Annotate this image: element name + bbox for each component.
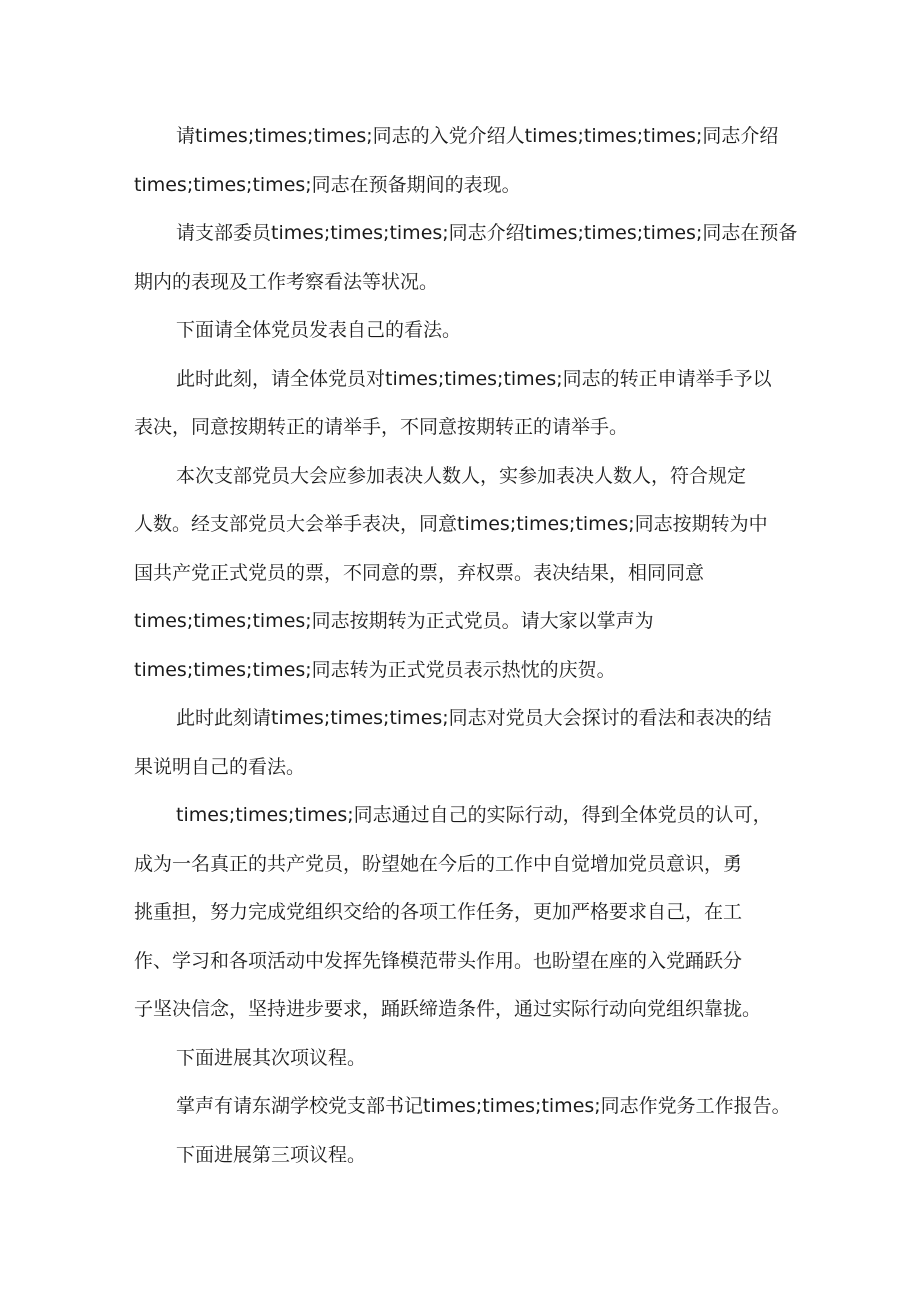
paragraph-candidate-statement <box>134 694 794 791</box>
paragraph-committee-report <box>134 209 798 306</box>
text-line: 人数。经支部党员大会举手表决，同意times;times;times;同志按期转为中 <box>134 513 768 535</box>
text-line: 表决，同意按期转正的请举手，不同意按期转正的请举手。 <box>134 416 629 438</box>
paragraph-member-opinions <box>134 306 794 355</box>
text-line: 果说明自己的看法。 <box>134 755 306 778</box>
text-line: 请times;times;times;同志的入党介绍人times;times;times;同志介绍 <box>176 125 779 147</box>
text-line: 此时此刻请times;times;times;同志对党员大会探讨的看法和表决的结 <box>176 707 772 729</box>
text-line: 期内的表现及工作考察看法等状况。 <box>134 270 439 293</box>
paragraph-second-agenda <box>134 1034 794 1083</box>
paragraph-encouragement <box>134 791 794 1034</box>
document-body <box>134 112 798 1179</box>
text-line: times;times;times;同志按期转为正式党员。请大家以掌声为 <box>134 610 654 632</box>
paragraph-third-agenda <box>134 1131 794 1180</box>
paragraph-secretary-report <box>134 1082 794 1131</box>
paragraph-introducer-report <box>134 112 794 209</box>
text-line: 下面进展第三项议程。 <box>176 1143 367 1166</box>
text-line: 下面请全体党员发表自己的看法。 <box>176 319 462 341</box>
text-line: 掌声有请东湖学校党支部书记times;times;times;同志作党务工作报告。 <box>176 1095 791 1117</box>
text-line: 请支部委员times;times;times;同志介绍times;times;times;同志在预备 <box>176 222 798 244</box>
text-line: times;times;times;同志转为正式党员表示热忱的庆贺。 <box>134 658 616 681</box>
text-line: 此时此刻，请全体党员对times;times;times;同志的转正申请举手予以 <box>176 367 772 390</box>
text-line: 子坚决信念，坚持进步要求，踊跃缔造条件，通过实际行动向党组织靠拢。 <box>134 998 762 1020</box>
text-line: 作、学习和各项活动中发挥先锋模范带头作用。也盼望在座的入党踊跃分 <box>134 949 743 972</box>
text-line: 本次支部党员大会应参加表决人数人，实参加表决人数人，符合规定 <box>176 464 747 487</box>
paragraph-vote-call <box>134 355 794 452</box>
text-line: 下面进展其次项议程。 <box>176 1046 367 1069</box>
text-line: 挑重担，努力完成党组织交给的各项工作任务，更加严格要求自己，在工 <box>134 901 743 923</box>
text-line: 成为一名真正的共产党员，盼望她在今后的工作中自觉增加党员意识，勇 <box>134 852 743 875</box>
text-line: 国共产党正式党员的票，不同意的票，弃权票。表决结果，相同同意 <box>134 561 705 584</box>
paragraph-vote-result <box>134 452 794 695</box>
text-line: times;times;times;同志在预备期间的表现。 <box>134 173 521 196</box>
text-line: times;times;times;同志通过自己的实际行动，得到全体党员的认可， <box>176 804 772 826</box>
